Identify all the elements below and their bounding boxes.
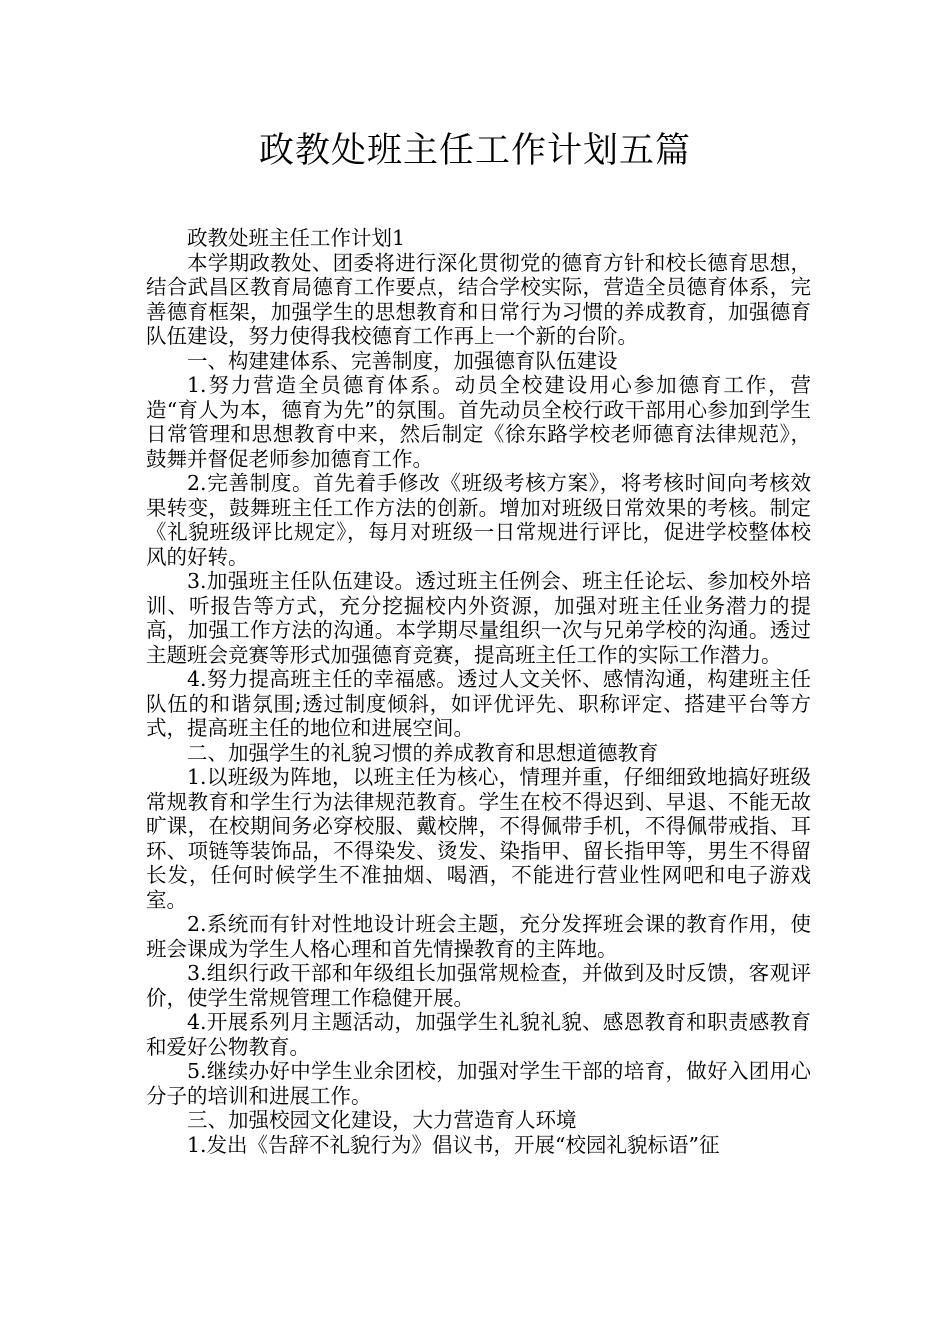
- section-1-item-4: 4.努力提高班主任的幸福感。透过人文关怀、感情沟通，构建班主任队伍的和谐氛围;透过制度倾斜，如评优评先、职称评定、搭建平台等方式，提高班主任的地位和进展空间。: [146, 667, 811, 740]
- section-2-item-1: 1.以班级为阵地，以班主任为核心，情理并重，仔细细致地搞好班级常规教育和学生行为法律规范教育。学生在校不得迟到、早退、不能无故旷课，在校期间务必穿校服、戴校牌，不得佩带手机，不得佩带戒指、耳环、项链等装饰品，不得染发、烫发、染指甲、留长指甲等，男生不得留长发，任何时候学生不准抽烟、喝酒，不能进行营业性网吧和电子游戏室。: [146, 765, 811, 912]
- document-title: 政教处班主任工作计划五篇: [258, 131, 691, 171]
- document-body: [146, 226, 811, 1157]
- subtitle-plan-1: 政教处班主任工作计划1: [187, 226, 406, 250]
- section-1-item-3: 3.加强班主任队伍建设。透过班主任例会、班主任论坛、参加校外培训、听报告等方式，充分挖掘校内外资源，加强对班主任业务潜力的提高，加强工作方法的沟通。本学期尽量组织一次与兄弟学校的沟通。透过主题班会竞赛等形式加强德育竞赛，提高班主任工作的实际工作潜力。: [146, 569, 811, 667]
- section-heading-3: 三、加强校园文化建设，大力营造育人环境: [187, 1108, 577, 1132]
- section-2-item-4: 4.开展系列月主题活动，加强学生礼貌礼貌、感恩教育和职责感教育和爱好公物教育。: [146, 1010, 811, 1059]
- section-2-item-2: 2.系统而有针对性地设计班会主题，充分发挥班会课的教育作用，使班会课成为学生人格心理和首先情操教育的主阵地。: [146, 912, 811, 961]
- section-1-item-1: 1.努力营造全员德育体系。动员全校建设用心参加德育工作，营造“育人为本，德育为先”的氛围。首先动员全校行政干部用心参加到学生日常管理和思想教育中来，然后制定《徐东路学校老师德育法律规范》，鼓舞并督促老师参加德育工作。: [146, 373, 811, 471]
- section-2-item-5: 5.继续办好中学生业余团校，加强对学生干部的培育，做好入团用心分子的培训和进展工作。: [146, 1059, 811, 1108]
- section-2-item-3: 3.组织行政干部和年级组长加强常规检查，并做到及时反馈，客观评价，使学生常规管理工作稳健开展。: [146, 961, 811, 1010]
- intro-paragraph: 本学期政教处、团委将进行深化贯彻党的德育方针和校长德育思想，结合武昌区教育局德育工作要点，结合学校实际，营造全员德育体系，完善德育框架，加强学生的思想教育和日常行为习惯的养成教育，加强德育队伍建设，努力使得我校德育工作再上一个新的台阶。: [146, 250, 811, 348]
- section-1-item-2: 2.完善制度。首先着手修改《班级考核方案》，将考核时间向考核效果转变，鼓舞班主任工作方法的创新。增加对班级日常效果的考核。制定《礼貌班级评比规定》，每月对班级一日常规进行评比，促进学校整体校风的好转。: [146, 471, 811, 569]
- section-3-item-1: 1.发出《告辞不礼貌行为》倡议书，开展“校园礼貌标语”征: [187, 1132, 720, 1157]
- section-heading-1: 一、构建建体系、完善制度，加强德育队伍建设: [187, 348, 618, 373]
- section-heading-2: 二、加强学生的礼貌习惯的养成教育和思想道德教育: [187, 740, 659, 765]
